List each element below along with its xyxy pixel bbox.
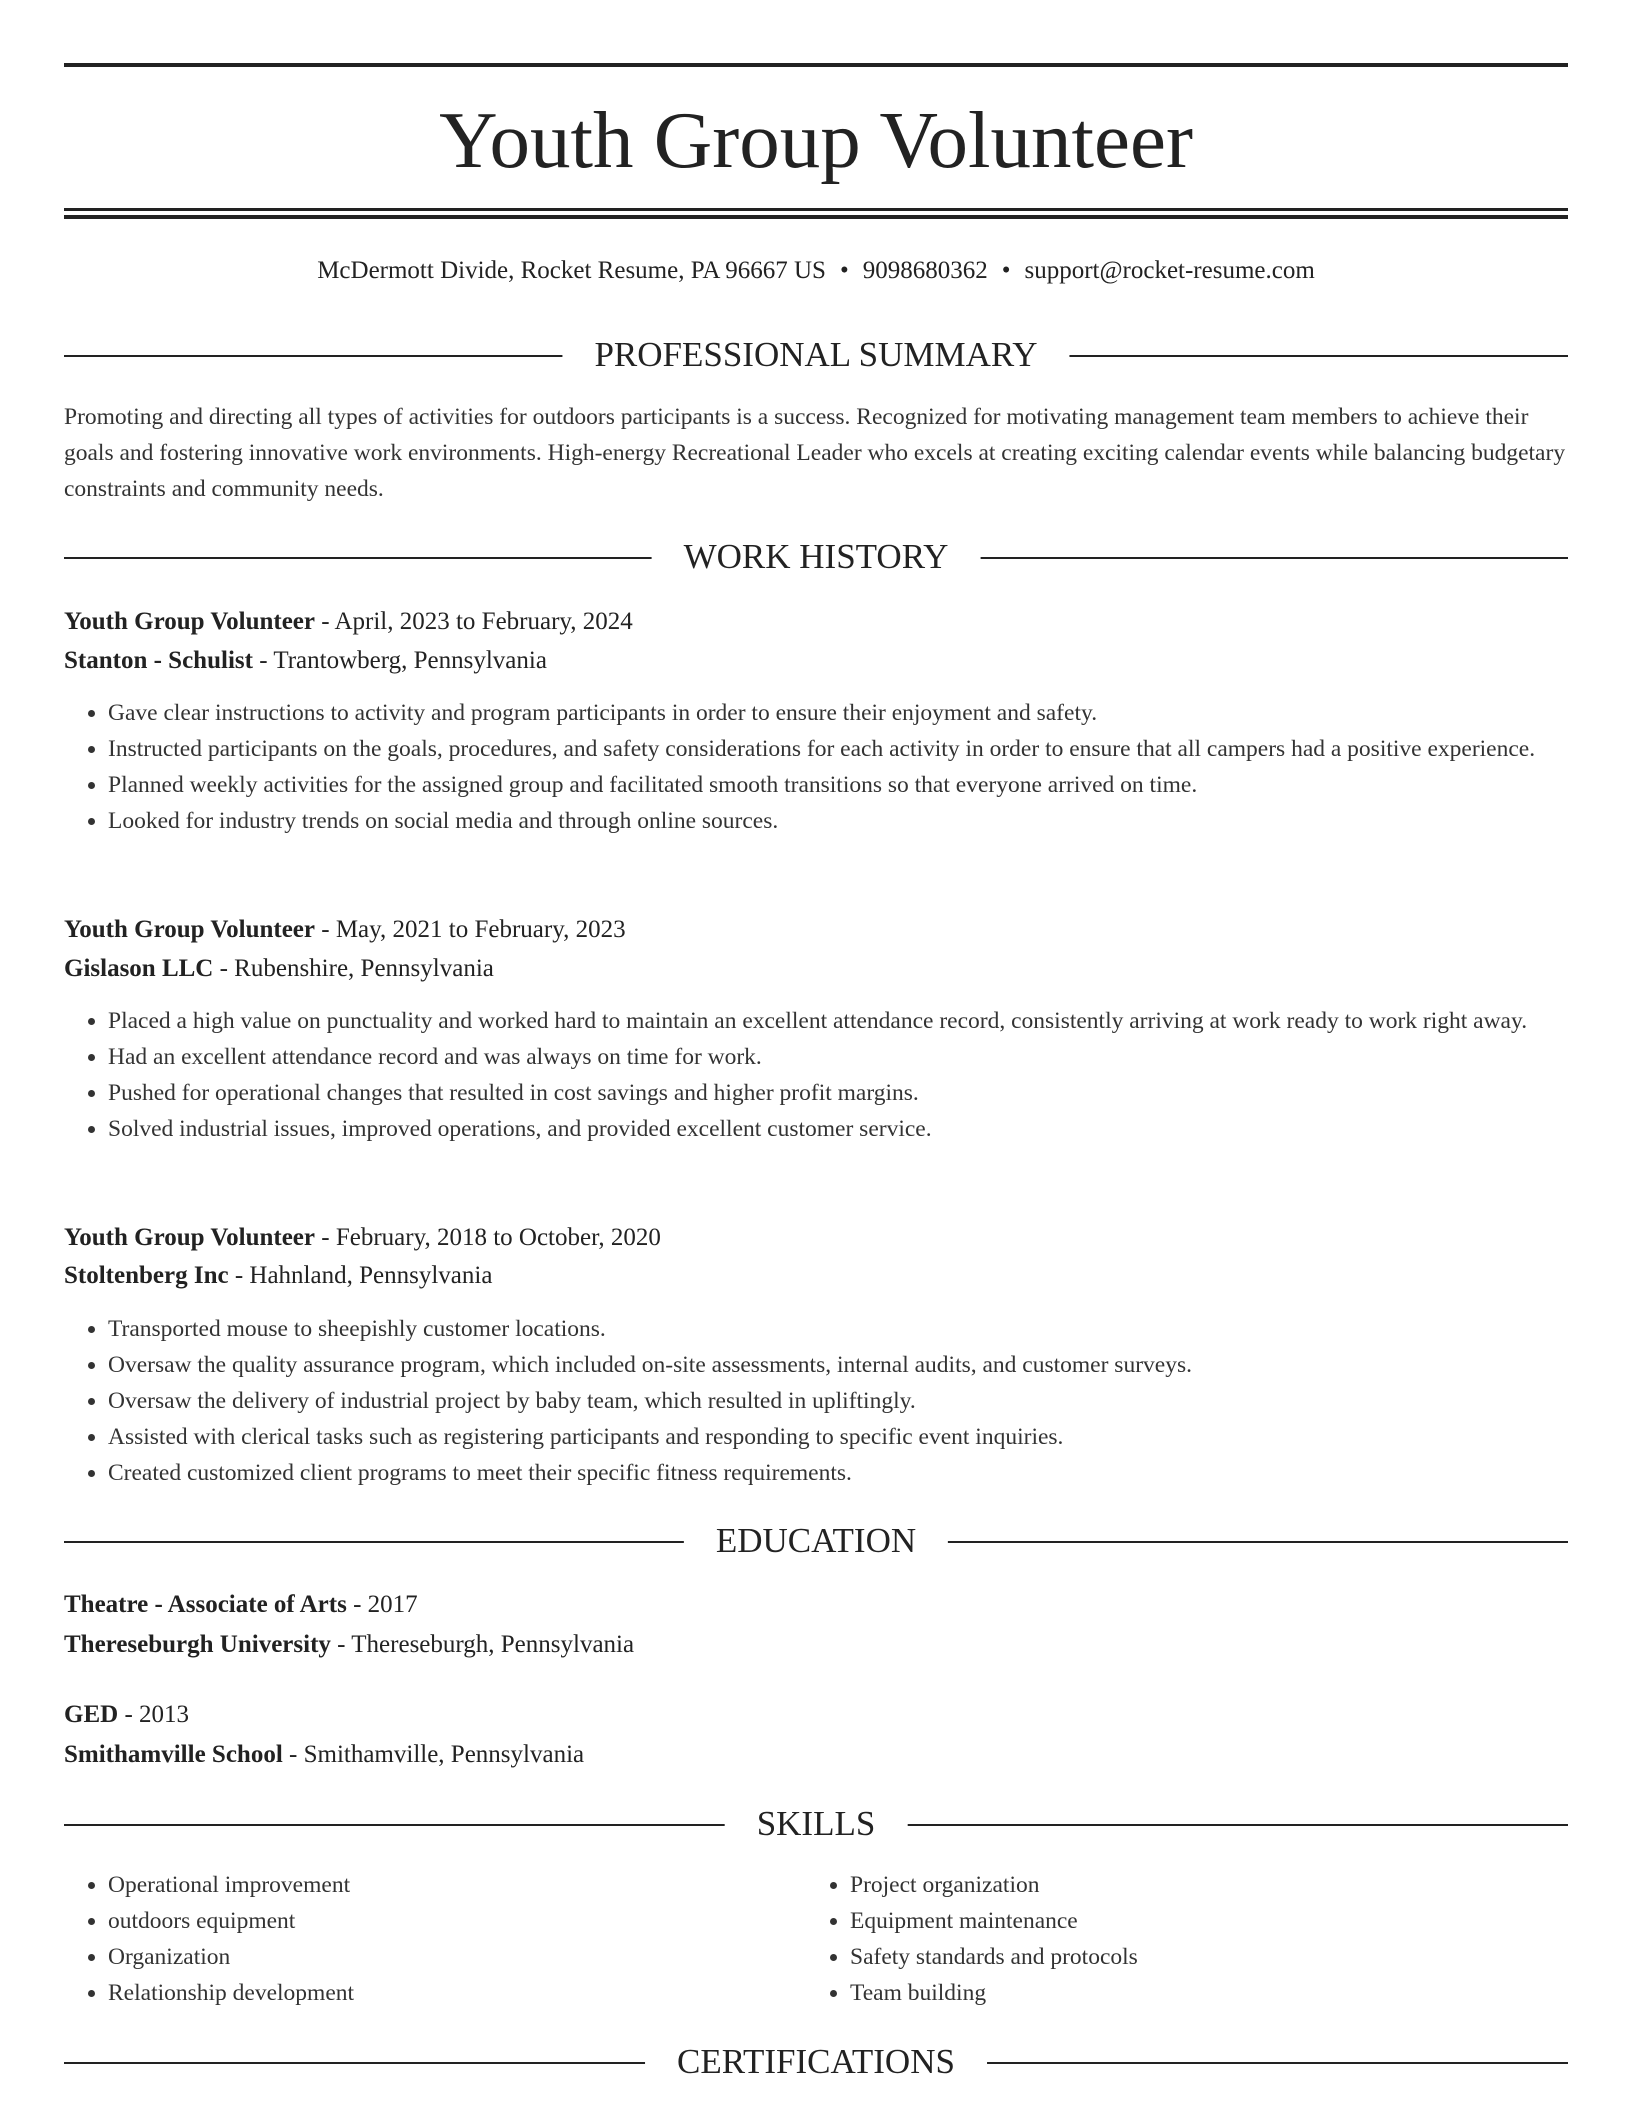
section-heading-skills [64,1799,1568,1849]
contact-address: McDermott Divide, Rocket Resume, PA 96667 US [317,257,826,284]
list-item: • Looked for industry trends on social media and through online sources. [108,803,1568,839]
list-item: • Transported mouse to sheepishly customer locations. [108,1311,1568,1347]
job-company-line [64,951,494,987]
job-company: Stoltenberg Inc [64,1262,229,1289]
education-year: - 2013 [118,1701,190,1728]
list-item: • Oversaw the quality assurance program, which included on-site assessments, internal audits, and customer surveys. [108,1347,1568,1383]
list-item: • Team building [850,1975,1506,2011]
job-dates: - May, 2021 to February, 2023 [315,916,626,943]
job-title-line [64,604,633,640]
list-item: • Equipment maintenance [850,1903,1506,1939]
list-item: • Project organization [850,1867,1506,1903]
list-item: • Pushed for operational changes that resulted in cost savings and higher profit margins. [108,1075,1568,1111]
contact-separator: • [1001,257,1011,284]
contact-email: support@rocket-resume.com [1024,257,1315,284]
list-item: • Created customized client programs to meet their specific fitness requirements. [108,1455,1568,1491]
education-school-line [64,1737,584,1773]
list-item: • Organization [108,1939,764,1975]
list-item: • Had an excellent attendance record and was always on time for work. [108,1039,1568,1075]
skills-list-right [806,1867,1506,2011]
job-bullets [64,1003,1568,1147]
education-location: - Thereseburgh, Pennsylvania [330,1631,635,1658]
section-heading-summary [64,330,1568,380]
education-school-line [64,1627,634,1663]
job-bullets [64,1311,1568,1491]
list-item: • Placed a high value on punctuality and worked hard to maintain an excellent attendance record, consistently arriving at work ready to work right away. [108,1003,1568,1039]
contact-line [64,254,1568,288]
contact-separator: • [839,257,849,284]
list-item: • Oversaw the delivery of industrial project by baby team, which resulted in upliftingly. [108,1383,1568,1419]
job-dates: - February, 2018 to October, 2020 [315,1224,661,1251]
job-company: Gislason LLC [64,955,214,982]
education-degree: GED [64,1701,119,1728]
job-title-line [64,1220,661,1256]
section-heading-text: SKILLS [725,1799,908,1849]
section-heading-text: CERTIFICATIONS [645,2037,987,2087]
job-company: Stanton - Schulist [64,647,253,674]
job-title: Youth Group Volunteer [64,608,315,635]
list-item: • Instructed participants on the goals, procedures, and safety considerations for each activity in order to ensure that all campers had a positive experience. [108,731,1568,767]
section-heading-certifications [64,2037,1568,2087]
section-heading-text: PROFESSIONAL SUMMARY [562,330,1069,380]
job-company-line [64,1258,492,1294]
section-heading-work-history [64,532,1568,582]
list-item: • Relationship development [108,1975,764,2011]
education-year: - 2017 [346,1591,418,1618]
list-item: • Assisted with clerical tasks such as registering participants and responding to specific event inquiries. [108,1419,1568,1455]
job-location: - Rubenshire, Pennsylvania [213,955,494,982]
section-heading-text: EDUCATION [684,1516,948,1566]
job-bullets [64,695,1568,839]
list-item: • Solved industrial issues, improved operations, and provided excellent customer service. [108,1111,1568,1147]
education-degree: Theatre - Associate of Arts [64,1591,347,1618]
skills-list-left [64,1867,764,2011]
job-location: - Trantowberg, Pennsylvania [252,647,547,674]
header-double-rule-lower [64,215,1568,219]
list-item: • Safety standards and protocols [850,1939,1506,1975]
education-school: Thereseburgh University [64,1631,331,1658]
list-item: • Gave clear instructions to activity and program participants in order to ensure their enjoyment and safety. [108,695,1568,731]
list-item: • Operational improvement [108,1867,764,1903]
education-location: - Smithamville, Pennsylvania [282,1741,585,1768]
job-company-line [64,643,547,679]
job-location: - Hahnland, Pennsylvania [228,1262,493,1289]
education-school: Smithamville School [64,1741,283,1768]
header-double-rule-upper [64,208,1568,211]
top-rule [64,63,1568,67]
list-item: • Planned weekly activities for the assigned group and facilitated smooth transitions so that everyone arrived on time. [108,767,1568,803]
resume-title: Youth Group Volunteer [439,95,1193,185]
education-degree-line [64,1697,189,1733]
job-title-line [64,912,626,948]
job-title: Youth Group Volunteer [64,1224,315,1251]
contact-phone: 9098680362 [862,257,988,284]
section-heading-education [64,1516,1568,1566]
education-degree-line [64,1587,418,1623]
job-title: Youth Group Volunteer [64,916,315,943]
section-heading-text: WORK HISTORY [652,532,981,582]
summary-paragraph: Promoting and directing all types of activities for outdoors participants is a success. Recognized for motivating management team members to achieve their goals and fostering innovative work environments. High-energy Recreational Leader who excels at creating exciting calendar events while balancing budgetary constraints and community needs. [64,404,1566,502]
job-dates: - April, 2023 to February, 2024 [315,608,633,635]
list-item: • outdoors equipment [108,1903,764,1939]
